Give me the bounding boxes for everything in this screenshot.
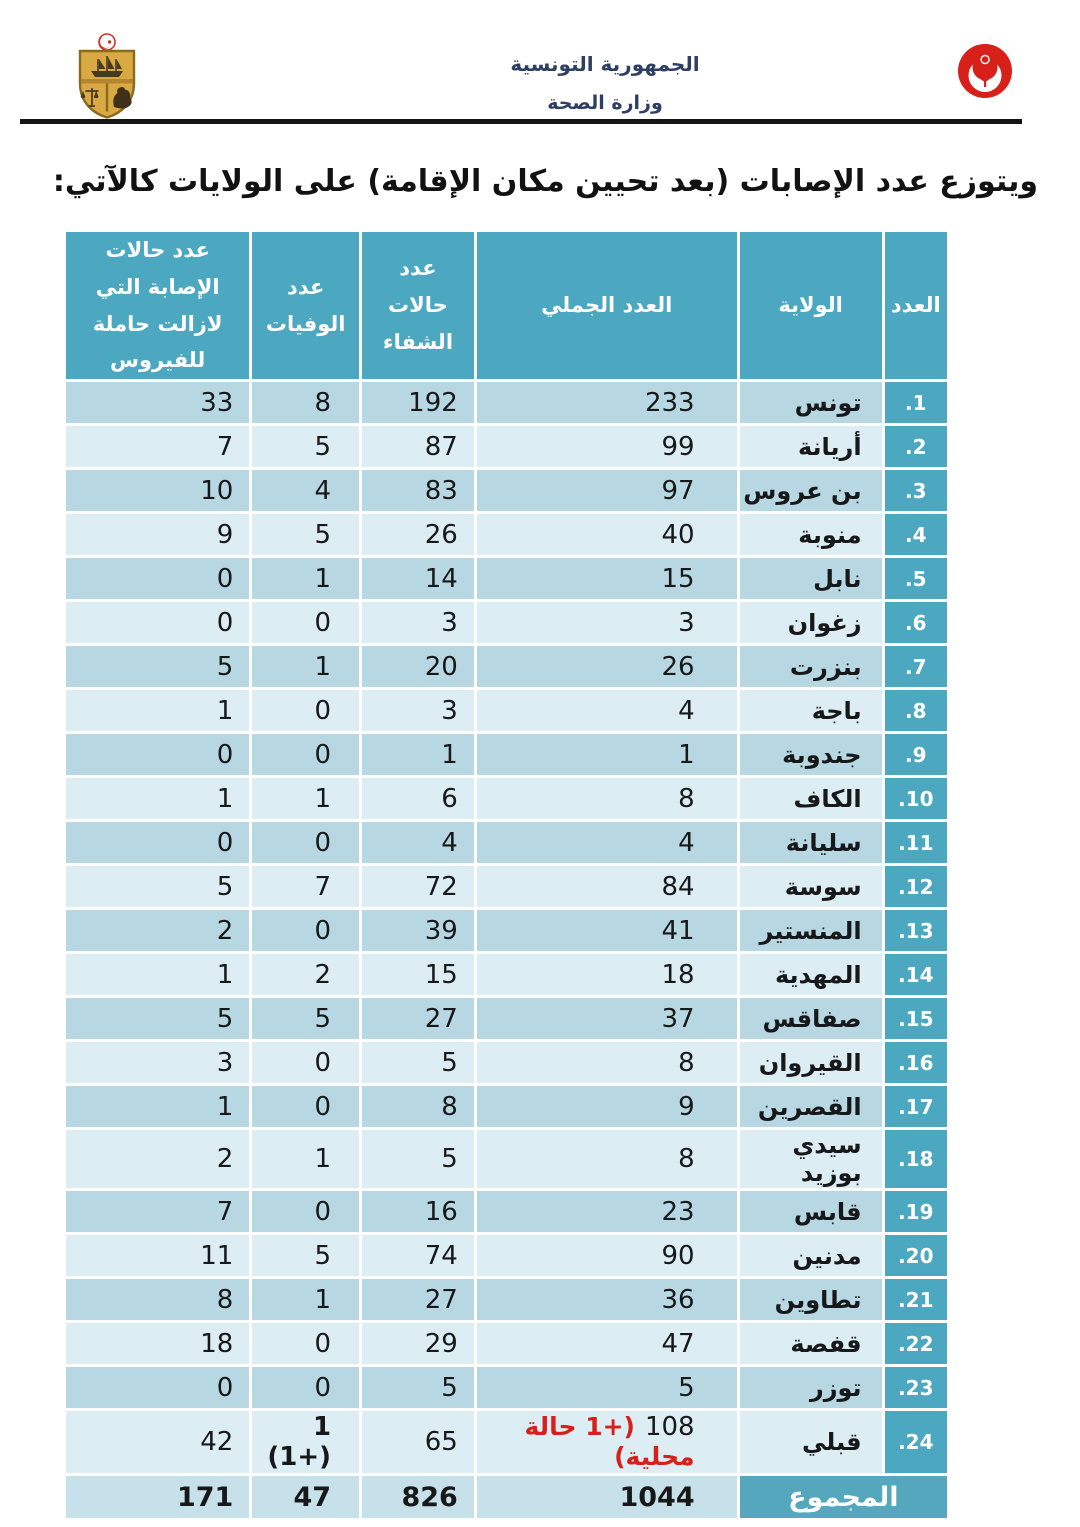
governorate-cell: منوبة	[740, 514, 882, 555]
total-value: 233	[644, 387, 695, 418]
governorate-cell: باجة	[740, 690, 882, 731]
active-cell: 8	[66, 1279, 249, 1320]
rank-cell: 8.	[885, 690, 947, 731]
total-label: المجموع	[740, 1476, 947, 1518]
total-cell	[477, 1235, 737, 1276]
cases-by-governorate-table	[63, 229, 950, 1521]
recovered-cell: 83	[362, 470, 474, 511]
table-row	[66, 514, 947, 555]
total-cell	[477, 910, 737, 951]
total-cell	[477, 1130, 737, 1188]
total-value: 1	[678, 739, 695, 770]
rank-cell: 6.	[885, 602, 947, 643]
recovered-cell: 87	[362, 426, 474, 467]
column-header-active: عدد حالات الإصابة التي لازالت حاملة للفيروس	[66, 232, 249, 379]
total-cell	[477, 1411, 737, 1473]
recovered-cell: 1	[362, 734, 474, 775]
rank-cell: 16.	[885, 1042, 947, 1083]
active-cell: 9	[66, 514, 249, 555]
recovered-cell: 4	[362, 822, 474, 863]
deaths-cell: 0	[252, 822, 359, 863]
total-value: 4	[678, 827, 695, 858]
deaths-cell: 5	[252, 998, 359, 1039]
total-cell	[477, 1323, 737, 1364]
rank-cell: 24.	[885, 1411, 947, 1473]
active-cell: 7	[66, 1191, 249, 1232]
recovered-cell: 3	[362, 690, 474, 731]
total-cell	[477, 1367, 737, 1408]
deaths-cell: 1	[252, 778, 359, 819]
recovered-cell: 39	[362, 910, 474, 951]
governorate-cell: تطاوين	[740, 1279, 882, 1320]
recovered-cell: 72	[362, 866, 474, 907]
active-cell: 5	[66, 646, 249, 687]
rank-cell: 3.	[885, 470, 947, 511]
total-cell	[477, 602, 737, 643]
deaths-cell: 0	[252, 1323, 359, 1364]
active-cell: 1	[66, 1086, 249, 1127]
republic-title: الجمهورية التونسية	[510, 52, 700, 76]
total-cell	[477, 954, 737, 995]
governorate-cell: المهدية	[740, 954, 882, 995]
total-value: 99	[661, 431, 695, 462]
deaths-cell: 0	[252, 910, 359, 951]
governorate-cell: قفصة	[740, 1323, 882, 1364]
governorate-cell: تونس	[740, 382, 882, 423]
rank-cell: 18.	[885, 1130, 947, 1188]
table-row	[66, 778, 947, 819]
rank-cell: 4.	[885, 514, 947, 555]
governorate-cell: بنزرت	[740, 646, 882, 687]
ministry-title: وزارة الصحة	[547, 92, 663, 114]
total-value: 108	[644, 1412, 695, 1442]
active-cell: 0	[66, 558, 249, 599]
total-cell	[477, 1086, 737, 1127]
table-row	[66, 1086, 947, 1127]
recovered-cell: 26	[362, 514, 474, 555]
table-row	[66, 646, 947, 687]
local-case-note: (+1 حالة محلية)	[524, 1412, 695, 1471]
deaths-cell: 5	[252, 514, 359, 555]
recovered-cell: 5	[362, 1130, 474, 1188]
governorate-cell: زغوان	[740, 602, 882, 643]
rank-cell: 13.	[885, 910, 947, 951]
total-cell	[477, 558, 737, 599]
active-cell: 7	[66, 426, 249, 467]
deaths-cell: 0	[252, 1191, 359, 1232]
governorate-cell: نابل	[740, 558, 882, 599]
total-value: 41	[661, 915, 695, 946]
active-sum-cell: 171	[66, 1476, 249, 1518]
rank-cell: 1.	[885, 382, 947, 423]
total-row	[66, 1476, 947, 1518]
deaths-cell: 0	[252, 1367, 359, 1408]
table-body	[66, 382, 947, 1518]
deaths-cell: 1	[252, 1279, 359, 1320]
rank-cell: 9.	[885, 734, 947, 775]
governorate-cell: القيروان	[740, 1042, 882, 1083]
deaths-cell: 1	[252, 646, 359, 687]
table-row	[66, 1279, 947, 1320]
table-row	[66, 426, 947, 467]
governorate-cell: جندوبة	[740, 734, 882, 775]
column-header-recovered: عدد حالات الشفاء	[362, 232, 474, 379]
recovered-cell: 3	[362, 602, 474, 643]
table-row	[66, 1042, 947, 1083]
column-header-governorate: الولاية	[740, 232, 882, 379]
table-row	[66, 1235, 947, 1276]
deaths-cell: 1	[252, 1130, 359, 1188]
total-value: 97	[661, 475, 695, 506]
deaths-cell: 0	[252, 734, 359, 775]
active-cell: 2	[66, 910, 249, 951]
rank-cell: 7.	[885, 646, 947, 687]
table-row	[66, 998, 947, 1039]
active-cell: 0	[66, 822, 249, 863]
total-cell	[477, 690, 737, 731]
total-value: 4	[678, 695, 695, 726]
active-cell: 11	[66, 1235, 249, 1276]
active-cell: 33	[66, 382, 249, 423]
document-title: ويتوزع عدد الإصابات (بعد تحيين مكان الإقامة) على الولايات كالآتي:	[52, 164, 1038, 199]
header-divider-line	[20, 119, 1022, 124]
table-row	[66, 470, 947, 511]
active-cell: 0	[66, 1367, 249, 1408]
governorate-cell: قبلي	[740, 1411, 882, 1473]
table-row	[66, 1130, 947, 1188]
recovered-cell: 74	[362, 1235, 474, 1276]
total-value: 18	[661, 959, 695, 990]
deaths-cell: 7	[252, 866, 359, 907]
deaths-sum-cell: 47	[252, 1476, 359, 1518]
active-cell: 1	[66, 778, 249, 819]
column-header-deaths: عدد الوفيات	[252, 232, 359, 379]
total-cell	[477, 470, 737, 511]
rank-cell: 12.	[885, 866, 947, 907]
table-row	[66, 822, 947, 863]
governorate-cell: المنستير	[740, 910, 882, 951]
recovered-cell: 29	[362, 1323, 474, 1364]
governorate-cell: بن عروس	[740, 470, 882, 511]
recovered-cell: 5	[362, 1042, 474, 1083]
active-cell: 10	[66, 470, 249, 511]
recovered-cell: 192	[362, 382, 474, 423]
governorate-cell: الكاف	[740, 778, 882, 819]
total-value: 84	[661, 871, 695, 902]
total-value: 15	[661, 563, 695, 594]
governorate-cell: سوسة	[740, 866, 882, 907]
active-cell: 5	[66, 998, 249, 1039]
total-cell	[477, 1191, 737, 1232]
deaths-cell: 1 (+1)	[252, 1411, 359, 1473]
deaths-cell: 5	[252, 1235, 359, 1276]
government-header	[455, 52, 755, 114]
recovered-cell: 15	[362, 954, 474, 995]
total-value: 3	[678, 607, 695, 638]
total-cell	[477, 998, 737, 1039]
rank-cell: 23.	[885, 1367, 947, 1408]
recovered-cell: 6	[362, 778, 474, 819]
governorate-cell: مدنين	[740, 1235, 882, 1276]
active-cell: 0	[66, 602, 249, 643]
table-row	[66, 1411, 947, 1473]
tunisia-coat-of-arms-icon	[76, 33, 138, 123]
total-cell	[477, 514, 737, 555]
recovered-cell: 65	[362, 1411, 474, 1473]
total-value: 26	[661, 651, 695, 682]
governorate-cell: صفاقس	[740, 998, 882, 1039]
recovered-sum-cell: 826	[362, 1476, 474, 1518]
deaths-cell: 4	[252, 470, 359, 511]
total-value: 9	[678, 1091, 695, 1122]
table-head	[66, 232, 947, 379]
total-value: 47	[661, 1328, 695, 1359]
table-row	[66, 734, 947, 775]
table-row	[66, 1191, 947, 1232]
governorate-cell: أريانة	[740, 426, 882, 467]
recovered-cell: 27	[362, 998, 474, 1039]
rank-cell: 15.	[885, 998, 947, 1039]
rank-cell: 17.	[885, 1086, 947, 1127]
total-value: 40	[661, 519, 695, 550]
active-cell: 18	[66, 1323, 249, 1364]
total-value: 36	[661, 1284, 695, 1315]
total-value: 8	[678, 1144, 695, 1174]
total-value: 8	[678, 783, 695, 814]
total-value: 5	[678, 1372, 695, 1403]
rank-cell: 19.	[885, 1191, 947, 1232]
deaths-cell: 0	[252, 1042, 359, 1083]
recovered-cell: 20	[362, 646, 474, 687]
total-value: 23	[661, 1196, 695, 1227]
total-value: 90	[661, 1240, 695, 1271]
active-cell: 5	[66, 866, 249, 907]
table-row	[66, 910, 947, 951]
rank-cell: 14.	[885, 954, 947, 995]
rank-cell: 2.	[885, 426, 947, 467]
table-row	[66, 954, 947, 995]
active-cell: 42	[66, 1411, 249, 1473]
column-header-rank: العدد	[885, 232, 947, 379]
deaths-cell: 0	[252, 1086, 359, 1127]
table-row	[66, 558, 947, 599]
table-row	[66, 866, 947, 907]
recovered-cell: 27	[362, 1279, 474, 1320]
deaths-cell: 1	[252, 558, 359, 599]
governorate-cell: توزر	[740, 1367, 882, 1408]
active-cell: 3	[66, 1042, 249, 1083]
deaths-cell: 2	[252, 954, 359, 995]
rank-cell: 11.	[885, 822, 947, 863]
table-row	[66, 1323, 947, 1364]
recovered-cell: 14	[362, 558, 474, 599]
total-cell	[477, 1279, 737, 1320]
total-value: 37	[661, 1003, 695, 1034]
total-cell	[477, 426, 737, 467]
governorate-cell: سليانة	[740, 822, 882, 863]
rank-cell: 21.	[885, 1279, 947, 1320]
deaths-cell: 0	[252, 690, 359, 731]
active-cell: 1	[66, 954, 249, 995]
total-cell	[477, 382, 737, 423]
total-cell	[477, 646, 737, 687]
table-row	[66, 602, 947, 643]
active-cell: 1	[66, 690, 249, 731]
deaths-cell: 5	[252, 426, 359, 467]
recovered-cell: 5	[362, 1367, 474, 1408]
total-cell	[477, 822, 737, 863]
ministry-of-health-logo-icon	[956, 42, 1014, 104]
column-header-total: العدد الجملي	[477, 232, 737, 379]
table-header-row	[66, 232, 947, 379]
deaths-cell: 0	[252, 602, 359, 643]
table-row	[66, 1367, 947, 1408]
rank-cell: 20.	[885, 1235, 947, 1276]
rank-cell: 22.	[885, 1323, 947, 1364]
rank-cell: 10.	[885, 778, 947, 819]
total-sum-cell: 1044	[477, 1476, 737, 1518]
active-cell: 2	[66, 1130, 249, 1188]
recovered-cell: 16	[362, 1191, 474, 1232]
table-row	[66, 382, 947, 423]
deaths-cell: 8	[252, 382, 359, 423]
total-value: 8	[678, 1047, 695, 1078]
table-row	[66, 690, 947, 731]
governorate-cell: القصرين	[740, 1086, 882, 1127]
total-cell	[477, 1042, 737, 1083]
governorate-cell: قابس	[740, 1191, 882, 1232]
governorate-cell: سيدي بوزيد	[740, 1130, 882, 1188]
total-cell	[477, 734, 737, 775]
rank-cell: 5.	[885, 558, 947, 599]
total-cell	[477, 866, 737, 907]
total-cell	[477, 778, 737, 819]
recovered-cell: 8	[362, 1086, 474, 1127]
active-cell: 0	[66, 734, 249, 775]
